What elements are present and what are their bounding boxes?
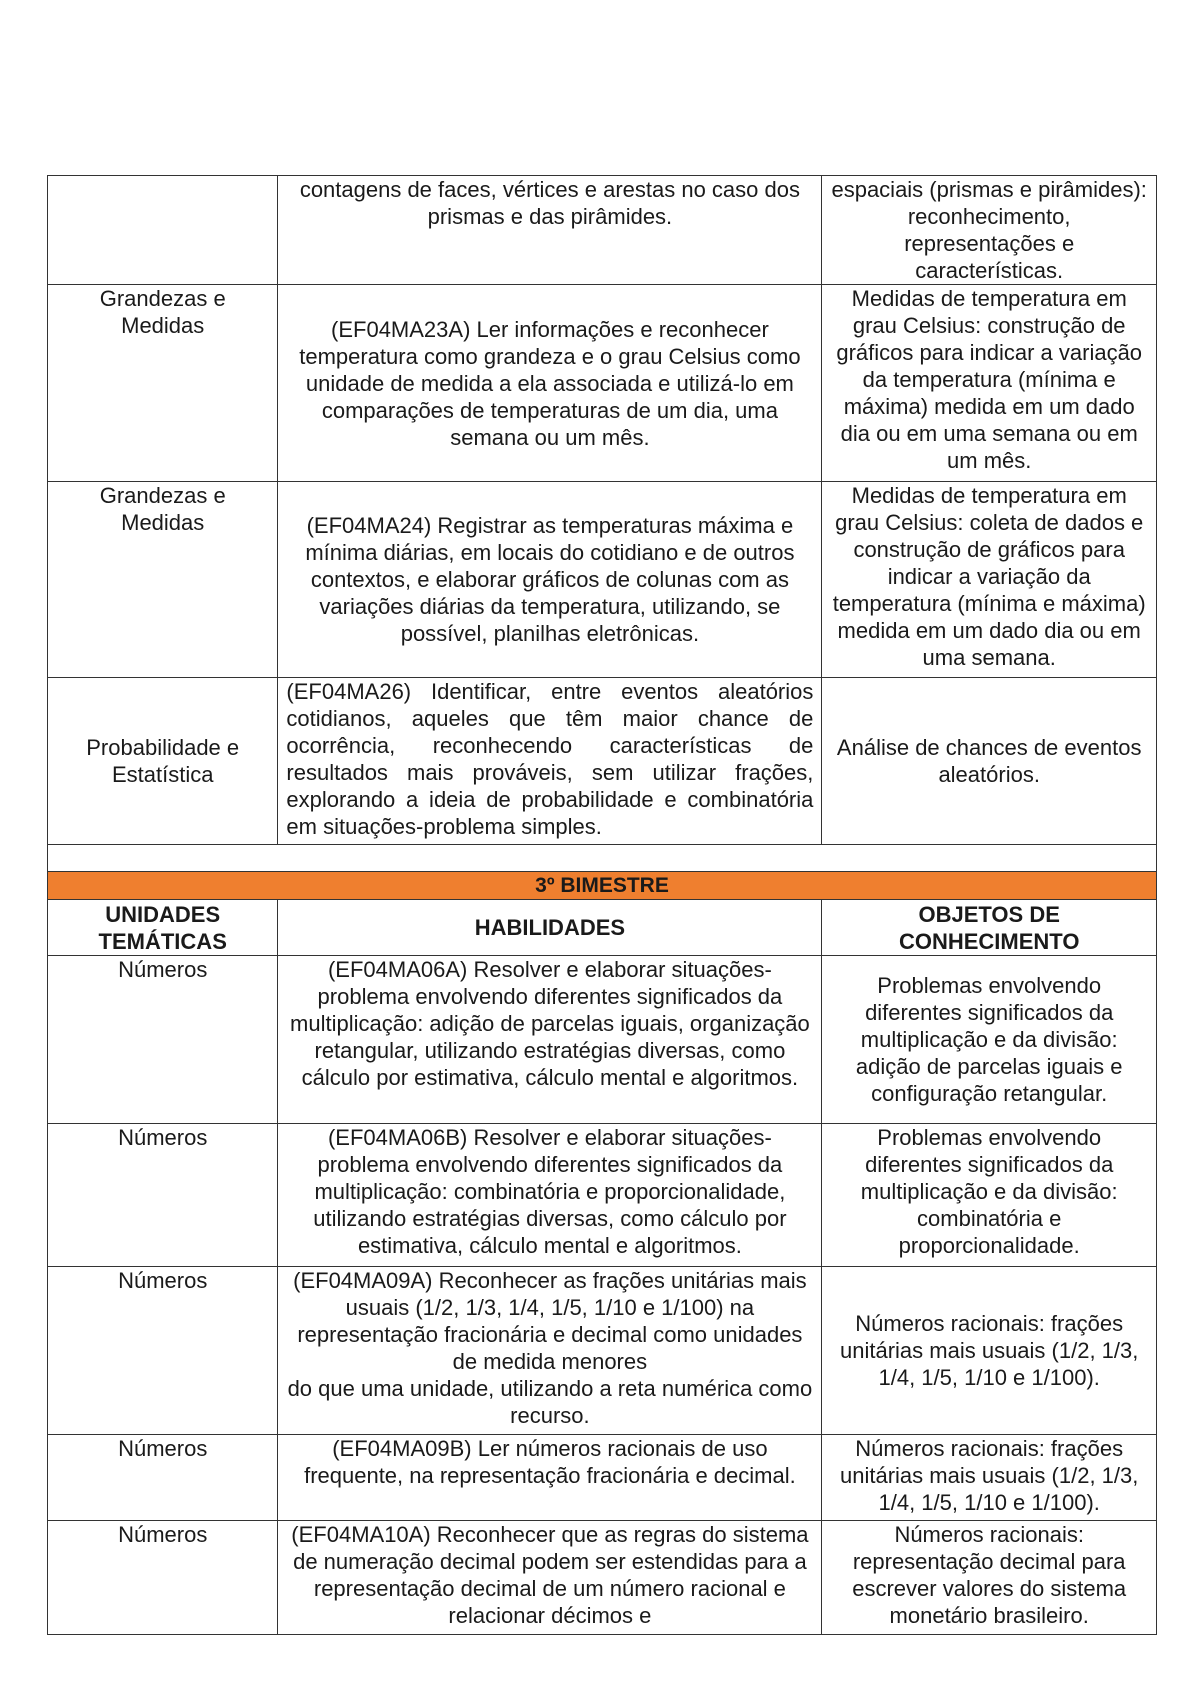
unit-cell: Números <box>48 1124 278 1267</box>
unit-cell: Números <box>48 956 278 1124</box>
unit-cell: Números <box>48 1267 278 1435</box>
table-row <box>48 1124 1157 1267</box>
header-object: OBJETOS DE CONHECIMENTO <box>822 900 1157 956</box>
table-row <box>48 176 1157 285</box>
skill-cell: (EF04MA06B) Resolver e elaborar situações-problema envolvendo diferentes significados da multiplicação: combinatória e proporcionalidade, utilizando estratégias diversas, como cálculo por estimativa, cálculo mental e algoritmos. <box>278 1124 822 1267</box>
object-cell: Análise de chances de eventos aleatórios. <box>822 678 1157 845</box>
table-row <box>48 678 1157 845</box>
table-row <box>48 1267 1157 1435</box>
header-row <box>48 900 1157 956</box>
unit-cell: Grandezas e Medidas <box>48 482 278 678</box>
unit-cell <box>48 176 278 285</box>
curriculum-table <box>47 175 1157 1635</box>
header-skill: HABILIDADES <box>278 900 822 956</box>
unit-cell: Números <box>48 1521 278 1635</box>
table-row <box>48 1435 1157 1521</box>
bimester-title: 3º BIMESTRE <box>48 872 1157 900</box>
object-cell: Medidas de temperatura em grau Celsius: construção de gráficos para indicar a variação da temperatura (mínima e máxima) medida em um dado dia ou em uma semana ou em um mês. <box>822 285 1157 482</box>
object-cell: Números racionais: frações unitárias mais usuais (1/2, 1/3, 1/4, 1/5, 1/10 e 1/100). <box>822 1435 1157 1521</box>
skill-cell: (EF04MA26) Identificar, entre eventos aleatórios cotidianos, aqueles que têm maior chance de ocorrência, reconhecendo características de resultados mais prováveis, sem utilizar frações, explorando a ideia de probabilidade e combinatória em situações-problema simples. <box>278 678 822 845</box>
unit-cell: Números <box>48 1435 278 1521</box>
skill-cell: contagens de faces, vértices e arestas no caso dos prismas e das pirâmides. <box>278 176 822 285</box>
unit-cell: Grandezas e Medidas <box>48 285 278 482</box>
object-cell: Números racionais: frações unitárias mais usuais (1/2, 1/3, 1/4, 1/5, 1/10 e 1/100). <box>822 1267 1157 1435</box>
spacer-cell <box>48 845 1157 872</box>
bimester-band <box>48 872 1157 900</box>
table-row <box>48 956 1157 1124</box>
object-cell: Problemas envolvendo diferentes significados da multiplicação e da divisão: combinatória e proporcionalidade. <box>822 1124 1157 1267</box>
object-cell: espaciais (prismas e pirâmides): reconhecimento, representações e características. <box>822 176 1157 285</box>
skill-cell: (EF04MA09B) Ler números racionais de uso frequente, na representação fracionária e decimal. <box>278 1435 822 1521</box>
skill-cell: (EF04MA10A) Reconhecer que as regras do sistema de numeração decimal podem ser estendidas para a representação decimal de um número racional e relacionar décimos e <box>278 1521 822 1635</box>
object-cell: Problemas envolvendo diferentes significados da multiplicação e da divisão: adição de parcelas iguais e configuração retangular. <box>822 956 1157 1124</box>
skill-cell: (EF04MA23A) Ler informações e reconhecer temperatura como grandeza e o grau Celsius como unidade de medida a ela associada e utilizá-lo em comparações de temperaturas de um dia, uma semana ou um mês. <box>278 285 822 482</box>
skill-cell: (EF04MA09A) Reconhecer as frações unitárias mais usuais (1/2, 1/3, 1/4, 1/5, 1/10 e 1/100) na representação fracionária e decimal como unidades de medida menores do que uma unidade, utilizando a reta numérica como recurso. <box>278 1267 822 1435</box>
unit-cell: Probabilidade e Estatística <box>48 678 278 845</box>
table-row <box>48 1521 1157 1635</box>
skill-cell: (EF04MA06A) Resolver e elaborar situações-problema envolvendo diferentes significados da multiplicação: adição de parcelas iguais, organização retangular, utilizando estratégias diversas, como cálculo por estimativa, cálculo mental e algoritmos. <box>278 956 822 1124</box>
skill-cell: (EF04MA24) Registrar as temperaturas máxima e mínima diárias, em locais do cotidiano e de outros contextos, e elaborar gráficos de colunas com as variações diárias da temperatura, utilizando, se possível, planilhas eletrônicas. <box>278 482 822 678</box>
header-unit: UNIDADES TEMÁTICAS <box>48 900 278 956</box>
object-cell: Números racionais: representação decimal para escrever valores do sistema monetário brasileiro. <box>822 1521 1157 1635</box>
table-row <box>48 285 1157 482</box>
object-cell: Medidas de temperatura em grau Celsius: coleta de dados e construção de gráficos para indicar a variação da temperatura (mínima e máxima) medida em um dado dia ou em uma semana. <box>822 482 1157 678</box>
spacer-row <box>48 845 1157 872</box>
table-row <box>48 482 1157 678</box>
